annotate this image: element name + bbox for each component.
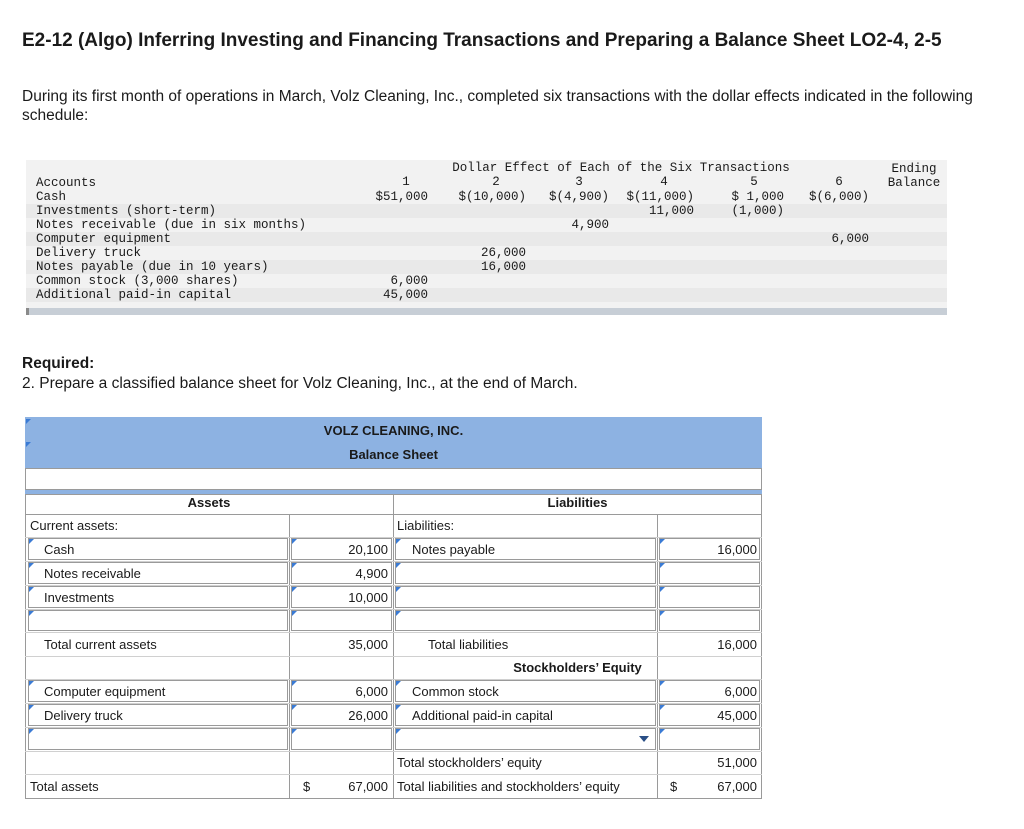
schedule-row (26, 274, 947, 288)
balance-sheet-form (25, 417, 762, 799)
total-assets-value: 67,000 (348, 779, 388, 794)
schedule-cell: $51,000 (375, 190, 428, 204)
transaction-schedule (26, 160, 947, 315)
schedule-cell: 4,900 (571, 218, 609, 232)
col-header-3: 3 (575, 175, 583, 189)
col-header-1: 1 (402, 175, 410, 189)
liabilities-heading: Liabilities (547, 495, 608, 510)
assets-heading: Assets (187, 495, 231, 510)
notes-receivable-label: Notes receivable (44, 566, 141, 581)
liability-line-2-input[interactable] (395, 562, 656, 584)
required-label: Required: (22, 355, 95, 372)
liability-line-4-input[interactable] (395, 610, 656, 631)
schedule-cell: $(10,000) (458, 190, 526, 204)
schedule-row (26, 218, 947, 232)
liability-line-3-amount-input[interactable] (659, 586, 760, 608)
total-equity-label: Total stockholders’ equity (397, 755, 542, 770)
col-header-4: 4 (660, 175, 668, 189)
delivery-truck-label: Delivery truck (44, 708, 123, 723)
delivery-truck-value: 26,000 (348, 708, 388, 723)
liabilities-label: Liabilities: (397, 518, 455, 533)
schedule-cell: (1,000) (731, 204, 784, 218)
schedule-cell: $ 1,000 (731, 190, 784, 204)
investments-value: 10,000 (348, 590, 388, 605)
computer-equipment-value: 6,000 (355, 684, 388, 699)
schedule-account: Computer equipment (36, 232, 172, 246)
notes-payable-value: 16,000 (717, 542, 757, 557)
schedule-cell: 6,000 (831, 232, 869, 246)
total-le-label: Total liabilities and stockholders’ equity (397, 779, 620, 794)
total-current-assets-value: 35,000 (348, 637, 388, 652)
total-current-assets-label: Total current assets (44, 637, 157, 652)
liability-line-3-input[interactable] (395, 586, 656, 608)
schedule-row (26, 190, 947, 204)
col-header-6: 6 (835, 175, 843, 189)
asset-line-7-amount-input[interactable] (291, 728, 392, 750)
current-assets-label: Current assets: (30, 518, 119, 533)
equity-heading: Stockholders’ Equity (513, 660, 642, 675)
liability-line-4-amount-input[interactable] (659, 610, 760, 631)
apic-label: Additional paid-in capital (412, 708, 553, 723)
date-input[interactable] (25, 468, 762, 490)
chevron-down-icon[interactable] (639, 736, 649, 742)
schedule-cell: 6,000 (390, 274, 428, 288)
notes-payable-label: Notes payable (412, 542, 496, 557)
schedule-account: Cash (36, 190, 67, 204)
required-text: 2. Prepare a classified balance sheet for Volz Cleaning, Inc., at the end of March. (22, 375, 578, 392)
schedule-account: Investments (short-term) (36, 204, 217, 218)
schedule-cell: $(6,000) (808, 190, 869, 204)
apic-value: 45,000 (717, 708, 757, 723)
liability-line-2-amount-input[interactable] (659, 562, 760, 584)
schedule-account: Notes receivable (due in six months) (36, 218, 307, 232)
investments-label: Investments (44, 590, 115, 605)
common-stock-label: Common stock (412, 684, 499, 699)
accounts-label: Accounts (36, 176, 97, 190)
ending-label-2: Balance (887, 176, 941, 190)
schedule-cell: 16,000 (480, 260, 526, 274)
schedule-row (26, 232, 947, 246)
common-stock-value: 6,000 (724, 684, 757, 699)
total-le-dollar: $ (670, 779, 678, 794)
company-name: VOLZ CLEANING, INC. (323, 423, 464, 438)
schedule-cell: 45,000 (382, 288, 428, 302)
schedule-cell: $(4,900) (548, 190, 609, 204)
schedule-account: Additional paid-in capital (36, 288, 232, 302)
schedule-row (26, 246, 947, 260)
schedule-scrollbar[interactable] (26, 308, 947, 315)
schedule-cell: 26,000 (480, 246, 526, 260)
schedule-account: Common stock (3,000 shares) (36, 274, 239, 288)
computer-equipment-label: Computer equipment (44, 684, 166, 699)
total-liabilities-value: 16,000 (717, 637, 757, 652)
ending-label-1: Ending (891, 162, 937, 176)
asset-line-4-amount-input[interactable] (291, 610, 392, 631)
schedule-row (26, 204, 947, 218)
equity-line-3-amount-input[interactable] (659, 728, 760, 750)
schedule-row (26, 288, 947, 302)
equity-line-3-select[interactable] (395, 728, 656, 750)
schedule-account: Notes payable (due in 10 years) (36, 260, 269, 274)
total-equity-value: 51,000 (717, 755, 757, 770)
col-header-5: 5 (750, 175, 758, 189)
total-le-value: 67,000 (717, 779, 757, 794)
asset-line-4-input[interactable] (28, 610, 288, 631)
schedule-cell: $(11,000) (626, 190, 694, 204)
schedule-row (26, 260, 947, 274)
schedule-header: Dollar Effect of Each of the Six Transactions (452, 161, 790, 175)
cash-value: 20,100 (348, 542, 388, 557)
schedule-account: Delivery truck (36, 246, 142, 260)
intro-text: During its first month of operations in March, Volz Cleaning, Inc., completed six transactions with the dollar effects indicated in the following schedule: (22, 88, 973, 124)
statement-name: Balance Sheet (349, 447, 438, 462)
notes-receivable-value: 4,900 (355, 566, 388, 581)
total-assets-dollar: $ (303, 779, 311, 794)
cash-label: Cash (44, 542, 75, 557)
asset-line-7-input[interactable] (28, 728, 288, 750)
total-liabilities-label: Total liabilities (428, 637, 509, 652)
col-header-2: 2 (492, 175, 500, 189)
total-assets-label: Total assets (30, 779, 99, 794)
page-title: E2-12 (Algo) Inferring Investing and Financing Transactions and Preparing a Balance Sheet LO2-4, 2-5 (22, 30, 942, 51)
schedule-cell: 11,000 (648, 204, 694, 218)
